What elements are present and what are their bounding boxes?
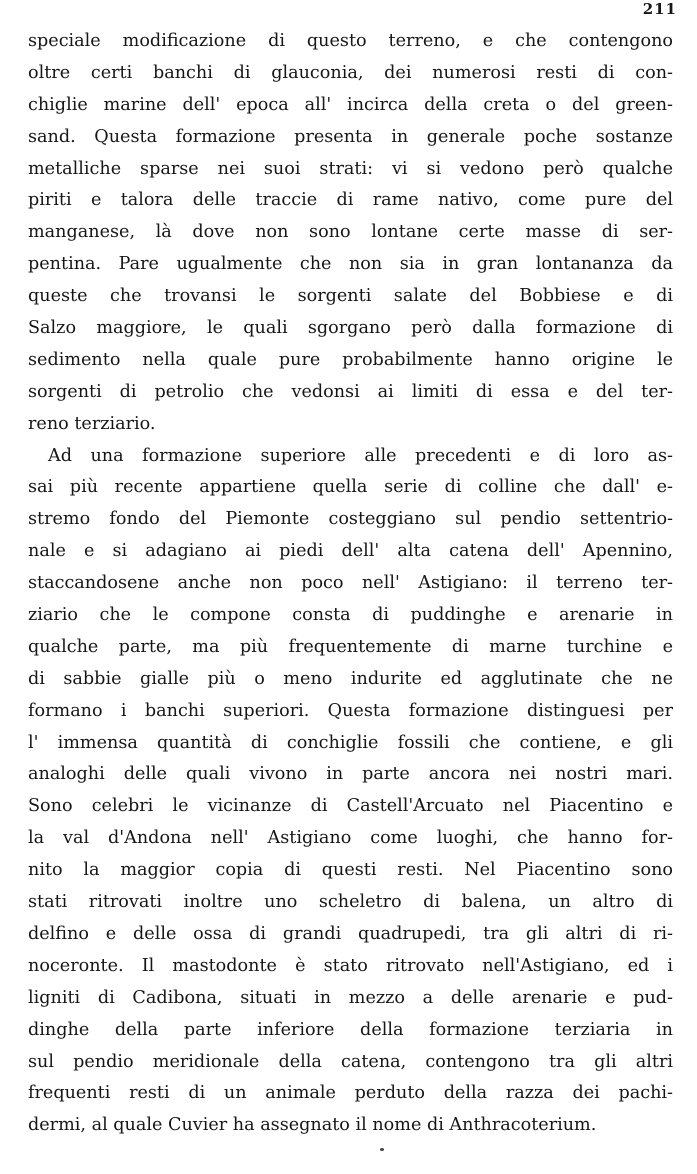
paragraph-2 xyxy=(28,441,673,1143)
page-number: 211 xyxy=(642,0,677,18)
text-line: Sono celebri le vicinanze di Castell'Arcuato nel Piacentino e xyxy=(28,796,673,817)
text-line: delfino e delle ossa di grandi quadrupedi, tra gli altri di ri- xyxy=(28,923,673,944)
text-line: ziario che le compone consta di puddinghe e arenarie in xyxy=(28,605,673,626)
text-line: staccandosene anche non poco nell' Astigiano: il terreno ter- xyxy=(28,573,673,594)
text-line: sai più recente appartiene quella serie di colline che dall' e- xyxy=(28,477,673,498)
text-line: reno terziario. xyxy=(28,413,156,434)
text-line: analoghi delle quali vivono in parte ancora nei nostri mari. xyxy=(28,764,673,785)
text-line: la val d'Andona nell' Astigiano come luoghi, che hanno for- xyxy=(28,828,673,849)
text-line: ligniti di Cadibona, situati in mezzo a delle arenarie e pud- xyxy=(28,987,673,1008)
text-line: chiglie marine dell' epoca all' incirca della creta o del green- xyxy=(28,94,673,115)
text-line: nito la maggior copia di questi resti. Nel Piacentino sono xyxy=(28,860,673,881)
text-line: l' immensa quantità di conchiglie fossili che contiene, e gli xyxy=(28,732,673,753)
text-line: sand. Questa formazione presenta in generale poche sostanze xyxy=(28,126,673,147)
text-line: sorgenti di petrolio che vedonsi ai limiti di essa e del ter- xyxy=(28,381,673,402)
text-line: pentina. Pare ugualmente che non sia in gran lontananza da xyxy=(28,254,673,275)
text-line: di sabbie gialle più o meno indurite ed agglutinate che ne xyxy=(28,668,673,689)
text-line: dinghe della parte inferiore della formazione terziaria in xyxy=(28,1019,673,1040)
text-line: queste che trovansi le sorgenti salate del Bobbiese e di xyxy=(28,286,673,307)
text-line: stati ritrovati inoltre uno scheletro di balena, un altro di xyxy=(28,892,673,913)
text-line: formano i banchi superiori. Questa formazione distinguesi per xyxy=(28,700,673,721)
text-line: oltre certi banchi di glauconia, dei numerosi resti di con- xyxy=(28,62,673,83)
text-line: stremo fondo del Piemonte costeggiano sul pendio settentrio- xyxy=(28,509,673,530)
text-line: Ad una formazione superiore alle precedenti e di loro as- xyxy=(48,445,673,466)
body-text xyxy=(28,26,673,1142)
text-line: frequenti resti di un animale perduto della razza dei pachi- xyxy=(28,1083,673,1104)
paragraph-1 xyxy=(28,26,673,441)
text-line: metalliche sparse nei suoi strati: vi si vedono però qualche xyxy=(28,158,673,179)
text-line: nale e si adagiano ai piedi dell' alta catena dell' Apennino, xyxy=(28,541,673,562)
text-line: piriti e talora delle traccie di rame nativo, come pure del xyxy=(28,190,673,211)
text-line: speciale modificazione di questo terreno, e che contengono xyxy=(28,31,673,51)
text-line: manganese, là dove non sono lontane certe masse di ser- xyxy=(28,222,673,243)
text-line: noceronte. Il mastodonte è stato ritrovato nell'Astigiano, ed i xyxy=(28,955,673,976)
text-line: dermi, al quale Cuvier ha assegnato il nome di Anthracoterium. xyxy=(28,1115,597,1136)
print-speck xyxy=(380,1148,384,1151)
text-line: qualche parte, ma più frequentemente di marne turchine e xyxy=(28,636,673,657)
text-line: sul pendio meridionale della catena, contengono tra gli altri xyxy=(28,1051,673,1072)
text-line: sedimento nella quale pure probabilmente hanno origine le xyxy=(28,349,673,370)
text-line: Salzo maggiore, le quali sgorgano però dalla formazione di xyxy=(28,318,673,339)
